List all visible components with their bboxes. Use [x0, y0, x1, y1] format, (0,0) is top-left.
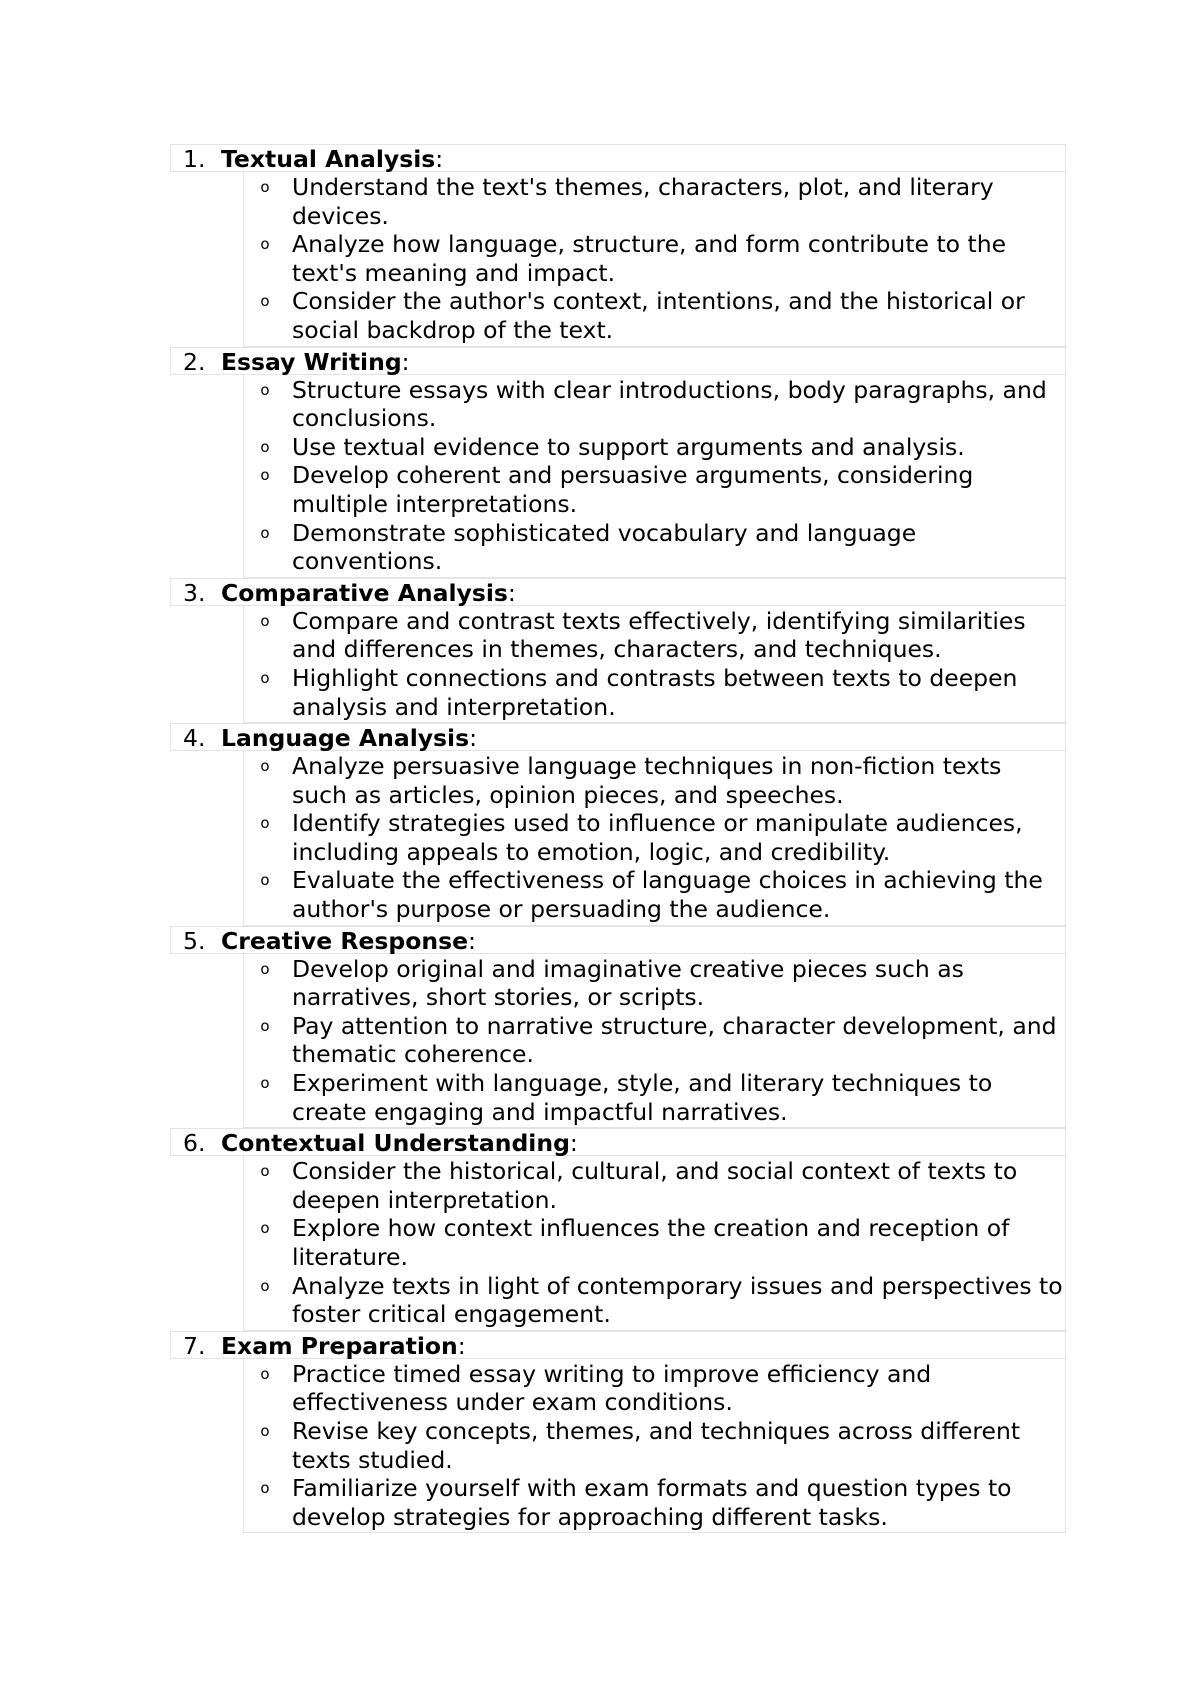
section-heading — [170, 1128, 1066, 1156]
section-heading-text — [221, 927, 476, 955]
bullet-text: Highlight connections and contrasts between texts to deepen analysis and interpretation. — [292, 663, 1018, 721]
bullet-text: Consider the author's context, intentions, and the historical or social backdrop of the text. — [292, 287, 1025, 344]
bullet-item — [244, 664, 1065, 721]
bullet-item — [244, 752, 1065, 809]
circle-bullet-icon: o — [260, 1016, 270, 1035]
circle-bullet-icon: o — [260, 1162, 270, 1181]
section-heading-text — [221, 1129, 578, 1157]
bullet-item — [244, 866, 1065, 923]
section-number: 7. — [183, 1331, 206, 1360]
section-heading-text — [221, 1332, 466, 1360]
circle-bullet-icon: o — [260, 611, 270, 630]
bullet-item — [244, 1360, 1065, 1417]
section-number: 1. — [183, 145, 206, 173]
section-heading — [170, 1331, 1066, 1359]
bullet-item — [244, 433, 1065, 462]
section-number: 2. — [183, 347, 206, 376]
circle-bullet-icon: o — [260, 466, 270, 485]
circle-bullet-icon: o — [260, 178, 270, 196]
bullet-text: Analyze persuasive language techniques in non-fiction texts such as articles, opinion pieces, and speeches. — [292, 752, 1002, 809]
section-title: Exam Preparation — [221, 1331, 458, 1360]
bullet-text: Analyze how language, structure, and form contribute to the text's meaning and impact. — [292, 230, 1007, 287]
section-heading — [170, 144, 1066, 172]
section-number: 4. — [183, 724, 206, 753]
section-title: Language Analysis — [221, 724, 470, 753]
bullet-text: Experiment with language, style, and literary techniques to create engaging and impactful narratives. — [292, 1069, 993, 1126]
bullet-item — [244, 287, 1065, 344]
bullet-text: Explore how context influences the creation and reception of literature. — [292, 1214, 1010, 1271]
bullet-text: Develop original and imaginative creative pieces such as narratives, short stories, or scripts. — [292, 954, 964, 1012]
bullet-item — [244, 1069, 1065, 1126]
bullet-text: Structure essays with clear introductions, body paragraphs, and conclusions. — [292, 375, 1047, 433]
bullet-item — [244, 173, 1065, 230]
circle-bullet-icon: o — [260, 1276, 270, 1295]
circle-bullet-icon: o — [260, 1364, 270, 1383]
heading-colon: : — [435, 145, 444, 173]
bullet-text: Understand the text's themes, characters, plot, and literary devices. — [292, 173, 994, 230]
circle-bullet-icon: o — [260, 814, 270, 833]
bullet-item — [244, 955, 1065, 1012]
bullet-item — [244, 1474, 1065, 1531]
section-title: Essay Writing — [221, 347, 402, 376]
circle-bullet-icon: o — [260, 235, 270, 254]
bullet-text: Revise key concepts, themes, and techniques across different texts studied. — [292, 1416, 1021, 1474]
bullet-text: Use textual evidence to support arguments and analysis. — [292, 432, 965, 461]
list-section-4 — [170, 723, 1066, 926]
bullet-item — [244, 1012, 1065, 1069]
list-section-2 — [170, 347, 1066, 578]
bullet-item — [244, 230, 1065, 287]
heading-colon: : — [457, 1331, 466, 1360]
bullet-item — [244, 461, 1065, 518]
section-title: Creative Response — [221, 926, 469, 955]
section-number: 3. — [183, 578, 206, 607]
heading-colon: : — [569, 1129, 578, 1158]
circle-bullet-icon: o — [260, 437, 270, 456]
section-heading — [170, 723, 1066, 751]
bullet-item — [244, 1272, 1065, 1329]
section-bullet-list — [243, 172, 1066, 347]
bullet-item — [244, 1417, 1065, 1474]
bullet-text: Develop coherent and persuasive arguments, considering multiple interpretations. — [292, 461, 974, 518]
heading-colon: : — [507, 578, 516, 607]
section-title: Contextual Understanding — [221, 1129, 570, 1158]
section-bullet-list — [243, 375, 1066, 578]
section-heading-text — [221, 348, 410, 376]
circle-bullet-icon: o — [260, 959, 270, 978]
section-title: Comparative Analysis — [221, 578, 508, 607]
bullet-item — [244, 1214, 1065, 1271]
section-bullet-list — [243, 954, 1066, 1129]
circle-bullet-icon: o — [260, 871, 270, 890]
heading-colon: : — [401, 347, 410, 376]
section-heading — [170, 347, 1066, 375]
circle-bullet-icon: o — [260, 523, 270, 542]
circle-bullet-icon: o — [260, 292, 270, 311]
section-heading-text — [221, 579, 516, 607]
section-title: Textual Analysis — [221, 145, 436, 173]
section-heading — [170, 926, 1066, 954]
document-page — [170, 144, 1066, 1533]
section-heading-text — [221, 724, 477, 752]
bullet-text: Evaluate the effectiveness of language choices in achieving the author's purpose or persuading the audience. — [292, 866, 1043, 924]
heading-colon: : — [469, 724, 478, 753]
section-number: 5. — [183, 926, 206, 955]
circle-bullet-icon: o — [260, 668, 270, 687]
bullet-text: Identify strategies used to influence or manipulate audiences, including appeals to emotion, logic, and credibility. — [292, 809, 1023, 866]
circle-bullet-icon: o — [260, 380, 270, 399]
circle-bullet-icon: o — [260, 1479, 270, 1498]
heading-colon: : — [468, 926, 476, 955]
list-section-6 — [170, 1128, 1066, 1331]
section-number: 6. — [183, 1129, 206, 1158]
bullet-text: Demonstrate sophisticated vocabulary and language conventions. — [292, 518, 917, 576]
section-bullet-list — [243, 751, 1066, 926]
circle-bullet-icon: o — [260, 1219, 270, 1238]
bullet-text: Consider the historical, cultural, and social context of texts to deepen interpretation. — [292, 1157, 1018, 1214]
circle-bullet-icon: o — [260, 1421, 270, 1440]
bullet-item — [244, 1157, 1065, 1214]
circle-bullet-icon: o — [260, 757, 270, 776]
list-section-1 — [170, 144, 1066, 347]
circle-bullet-icon: o — [260, 1074, 270, 1093]
list-section-5 — [170, 926, 1066, 1129]
section-bullet-list — [243, 1156, 1066, 1331]
bullet-item — [244, 376, 1065, 433]
section-bullet-list — [243, 1359, 1066, 1534]
bullet-text: Pay attention to narrative structure, character development, and thematic coherence. — [292, 1011, 1057, 1069]
list-section-7 — [170, 1331, 1066, 1534]
section-bullet-list — [243, 606, 1066, 723]
bullet-text: Practice timed essay writing to improve efficiency and effectiveness under exam conditions. — [292, 1359, 932, 1417]
section-heading-text — [221, 145, 443, 173]
bullet-item — [244, 519, 1065, 576]
bullet-text: Compare and contrast texts effectively, identifying similarities and differences in themes, characters, and techniques. — [292, 606, 1026, 664]
list-section-3 — [170, 578, 1066, 723]
bullet-text: Analyze texts in light of contemporary issues and perspectives to foster critical engagement. — [292, 1271, 1063, 1329]
bullet-item — [244, 607, 1065, 664]
bullet-item — [244, 809, 1065, 866]
section-heading — [170, 578, 1066, 606]
bullet-text: Familiarize yourself with exam formats and question types to develop strategies for approaching different tasks. — [292, 1474, 1012, 1531]
